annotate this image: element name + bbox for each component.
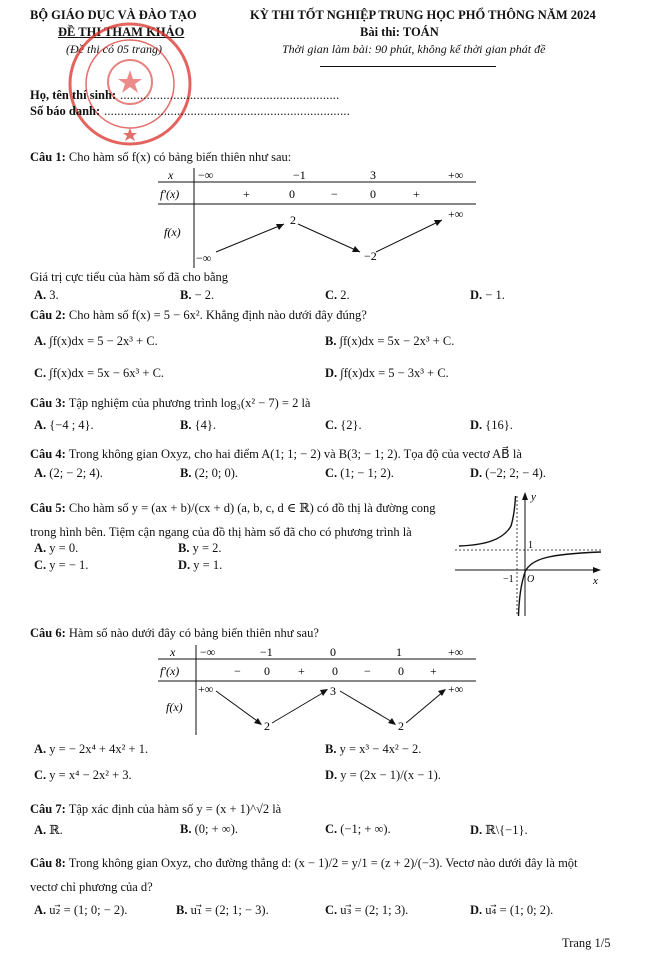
answer-c[interactable]: C. y = x⁴ − 2x² + 3. bbox=[34, 768, 132, 782]
table-f-label: f(x) bbox=[164, 225, 181, 239]
table-cell: + bbox=[413, 187, 420, 201]
svg-text:−1: −1 bbox=[503, 574, 514, 585]
question-5-line2: trong hình bên. Tiệm cận ngang của đồ thị hàm số đã cho có phương trình là bbox=[30, 525, 412, 539]
exam-type: ĐỀ THI THAM KHẢO bbox=[58, 25, 185, 39]
ministry-name: BỘ GIÁO DỤC VÀ ĐÀO TẠO bbox=[30, 8, 197, 22]
question-8: Câu 8: Trong không gian Oxyz, cho đường thẳng d: (x − 1)/2 = y/1 = (z + 2)/(−3). Vectơ nào dưới đây là một bbox=[30, 856, 578, 870]
answer-c[interactable]: C. u₃⃗ = (2; 1; 3). bbox=[325, 903, 409, 917]
svg-text:0: 0 bbox=[330, 645, 336, 659]
answer-c[interactable]: C. {2}. bbox=[325, 418, 362, 432]
answer-d[interactable]: D. − 1. bbox=[470, 288, 505, 302]
answer-a[interactable]: A. u₂⃗ = (1; 0; − 2). bbox=[34, 903, 128, 917]
answer-b[interactable]: B. {4}. bbox=[180, 418, 216, 432]
answer-d[interactable]: D. y = (2x − 1)/(x − 1). bbox=[325, 768, 441, 782]
answer-a[interactable]: A. ∫f(x)dx = 5 − 2x³ + C. bbox=[34, 334, 158, 348]
svg-text:f(x): f(x) bbox=[166, 700, 183, 714]
svg-text:2: 2 bbox=[398, 719, 404, 733]
svg-text:−1: −1 bbox=[260, 645, 273, 659]
variation-table-6 bbox=[158, 645, 478, 737]
answer-a[interactable]: A. y = − 2x⁴ + 4x² + 1. bbox=[34, 742, 149, 756]
question-3: Câu 3: Tập nghiệm của phương trình log₃(x² − 7) = 2 là bbox=[30, 396, 311, 410]
answer-d[interactable]: D. (−2; 2; − 4). bbox=[470, 466, 546, 480]
table-cell: −∞ bbox=[198, 168, 214, 182]
function-graph bbox=[455, 488, 605, 618]
table-fp-label: f′(x) bbox=[160, 187, 180, 201]
candidate-name-field[interactable]: .................................................................. bbox=[120, 88, 340, 102]
question-label: Câu 1: bbox=[30, 150, 66, 164]
svg-text:−: − bbox=[364, 664, 371, 678]
subject: Bài thi: TOÁN bbox=[360, 25, 439, 39]
variation-table-1 bbox=[158, 168, 478, 270]
pages-note: (Đề thi có 05 trang) bbox=[66, 42, 162, 56]
time-note: Thời gian làm bài: 90 phút, không kể thời gian phát đề bbox=[282, 42, 546, 56]
answer-b[interactable]: B. (2; 0; 0). bbox=[180, 466, 238, 480]
question-1-followup: Giá trị cực tiểu của hàm số đã cho bằng bbox=[30, 270, 229, 284]
table-cell: −1 bbox=[293, 168, 306, 182]
answer-d[interactable]: D. ℝ\{−1}. bbox=[470, 823, 528, 837]
svg-text:+∞: +∞ bbox=[448, 682, 464, 696]
answer-d[interactable]: D. ∫f(x)dx = 5 − 3x³ + C. bbox=[325, 366, 449, 380]
answer-b[interactable]: B. y = x³ − 4x² − 2. bbox=[325, 742, 422, 756]
answer-a[interactable]: A. (2; − 2; 4). bbox=[34, 466, 103, 480]
table-x-label: x bbox=[168, 168, 174, 182]
svg-text:3: 3 bbox=[330, 684, 336, 698]
svg-text:1: 1 bbox=[528, 540, 533, 551]
svg-text:2: 2 bbox=[264, 719, 270, 733]
answer-c[interactable]: C. 2. bbox=[325, 288, 350, 302]
table-cell: 3 bbox=[370, 168, 376, 182]
svg-text:y: y bbox=[531, 491, 536, 503]
answer-c[interactable]: C. (−1; + ∞). bbox=[325, 822, 391, 836]
answer-b[interactable]: B. (0; + ∞). bbox=[180, 822, 238, 836]
answer-c[interactable]: C. y = − 1. bbox=[34, 558, 89, 572]
table-cell: 0 bbox=[289, 187, 295, 201]
question-8-line2: vectơ chỉ phương của d? bbox=[30, 880, 153, 894]
answer-b[interactable]: B. u₁⃗ = (2; 1; − 3). bbox=[176, 903, 269, 917]
table-cell: +∞ bbox=[448, 207, 464, 221]
table-cell: +∞ bbox=[448, 168, 464, 182]
question-6: Câu 6: Hàm số nào dưới đây có bảng biến thiên như sau? bbox=[30, 626, 319, 640]
answer-c[interactable]: C. (1; − 1; 2). bbox=[325, 466, 394, 480]
candidate-name-label: Họ, tên thí sinh: bbox=[30, 88, 117, 102]
answer-b[interactable]: B. − 2. bbox=[180, 288, 215, 302]
candidate-id-field[interactable]: .......................................................................... bbox=[104, 104, 351, 118]
answer-d[interactable]: D. y = 1. bbox=[178, 558, 223, 572]
page-number: Trang 1/5 bbox=[562, 936, 611, 950]
table-cell: + bbox=[243, 187, 250, 201]
answer-d[interactable]: D. u₄⃗ = (1; 0; 2). bbox=[470, 903, 554, 917]
question-4: Câu 4: Trong không gian Oxyz, cho hai điểm A(1; 1; − 2) và B(3; − 1; 2). Tọa độ của vectơ AB⃗ là bbox=[30, 447, 522, 461]
table-cell: 0 bbox=[370, 187, 376, 201]
question-text: Cho hàm số f(x) có bảng biến thiên như sau: bbox=[68, 150, 292, 164]
svg-text:x: x bbox=[593, 575, 598, 587]
svg-text:0: 0 bbox=[332, 664, 338, 678]
svg-text:−: − bbox=[234, 664, 241, 678]
svg-text:0: 0 bbox=[264, 664, 270, 678]
svg-text:x: x bbox=[170, 645, 176, 659]
exam-title: KỲ THI TỐT NGHIỆP TRUNG HỌC PHỔ THÔNG NĂM 2024 bbox=[250, 8, 596, 22]
table-cell: − bbox=[331, 187, 338, 201]
table-cell: −2 bbox=[364, 249, 377, 263]
candidate-id-label: Số báo danh: bbox=[30, 104, 101, 118]
svg-text:1: 1 bbox=[396, 645, 402, 659]
answer-a[interactable]: A. y = 0. bbox=[34, 541, 79, 555]
svg-text:+: + bbox=[430, 664, 437, 678]
answer-d[interactable]: D. {16}. bbox=[470, 418, 513, 432]
answer-b[interactable]: B. y = 2. bbox=[178, 541, 222, 555]
svg-text:+∞: +∞ bbox=[198, 682, 214, 696]
svg-text:−∞: −∞ bbox=[200, 645, 216, 659]
svg-text:+: + bbox=[298, 664, 305, 678]
header-divider bbox=[320, 66, 496, 67]
svg-text:O: O bbox=[527, 574, 535, 585]
table-cell: −∞ bbox=[196, 251, 212, 265]
answer-b[interactable]: B. ∫f(x)dx = 5x − 2x³ + C. bbox=[325, 334, 455, 348]
question-7: Câu 7: Tập xác định của hàm số y = (x + 1)^√2 là bbox=[30, 802, 282, 816]
answer-a[interactable]: A. ℝ. bbox=[34, 823, 63, 837]
answer-a[interactable]: A. 3. bbox=[34, 288, 59, 302]
svg-text:0: 0 bbox=[398, 664, 404, 678]
question-1 bbox=[30, 150, 291, 165]
question-5: Câu 5: Cho hàm số y = (ax + b)/(cx + d) (a, b, c, d ∈ ℝ) có đồ thị là đường cong bbox=[30, 501, 436, 515]
official-stamp bbox=[66, 20, 194, 148]
answer-c[interactable]: C. ∫f(x)dx = 5x − 6x³ + C. bbox=[34, 366, 165, 380]
svg-text:f′(x): f′(x) bbox=[160, 664, 180, 678]
question-2: Câu 2: Cho hàm số f(x) = 5 − 6x². Khẳng định nào dưới đây đúng? bbox=[30, 308, 367, 322]
svg-text:+∞: +∞ bbox=[448, 645, 464, 659]
answer-a[interactable]: A. {−4 ; 4}. bbox=[34, 418, 94, 432]
table-cell: 2 bbox=[290, 213, 296, 227]
